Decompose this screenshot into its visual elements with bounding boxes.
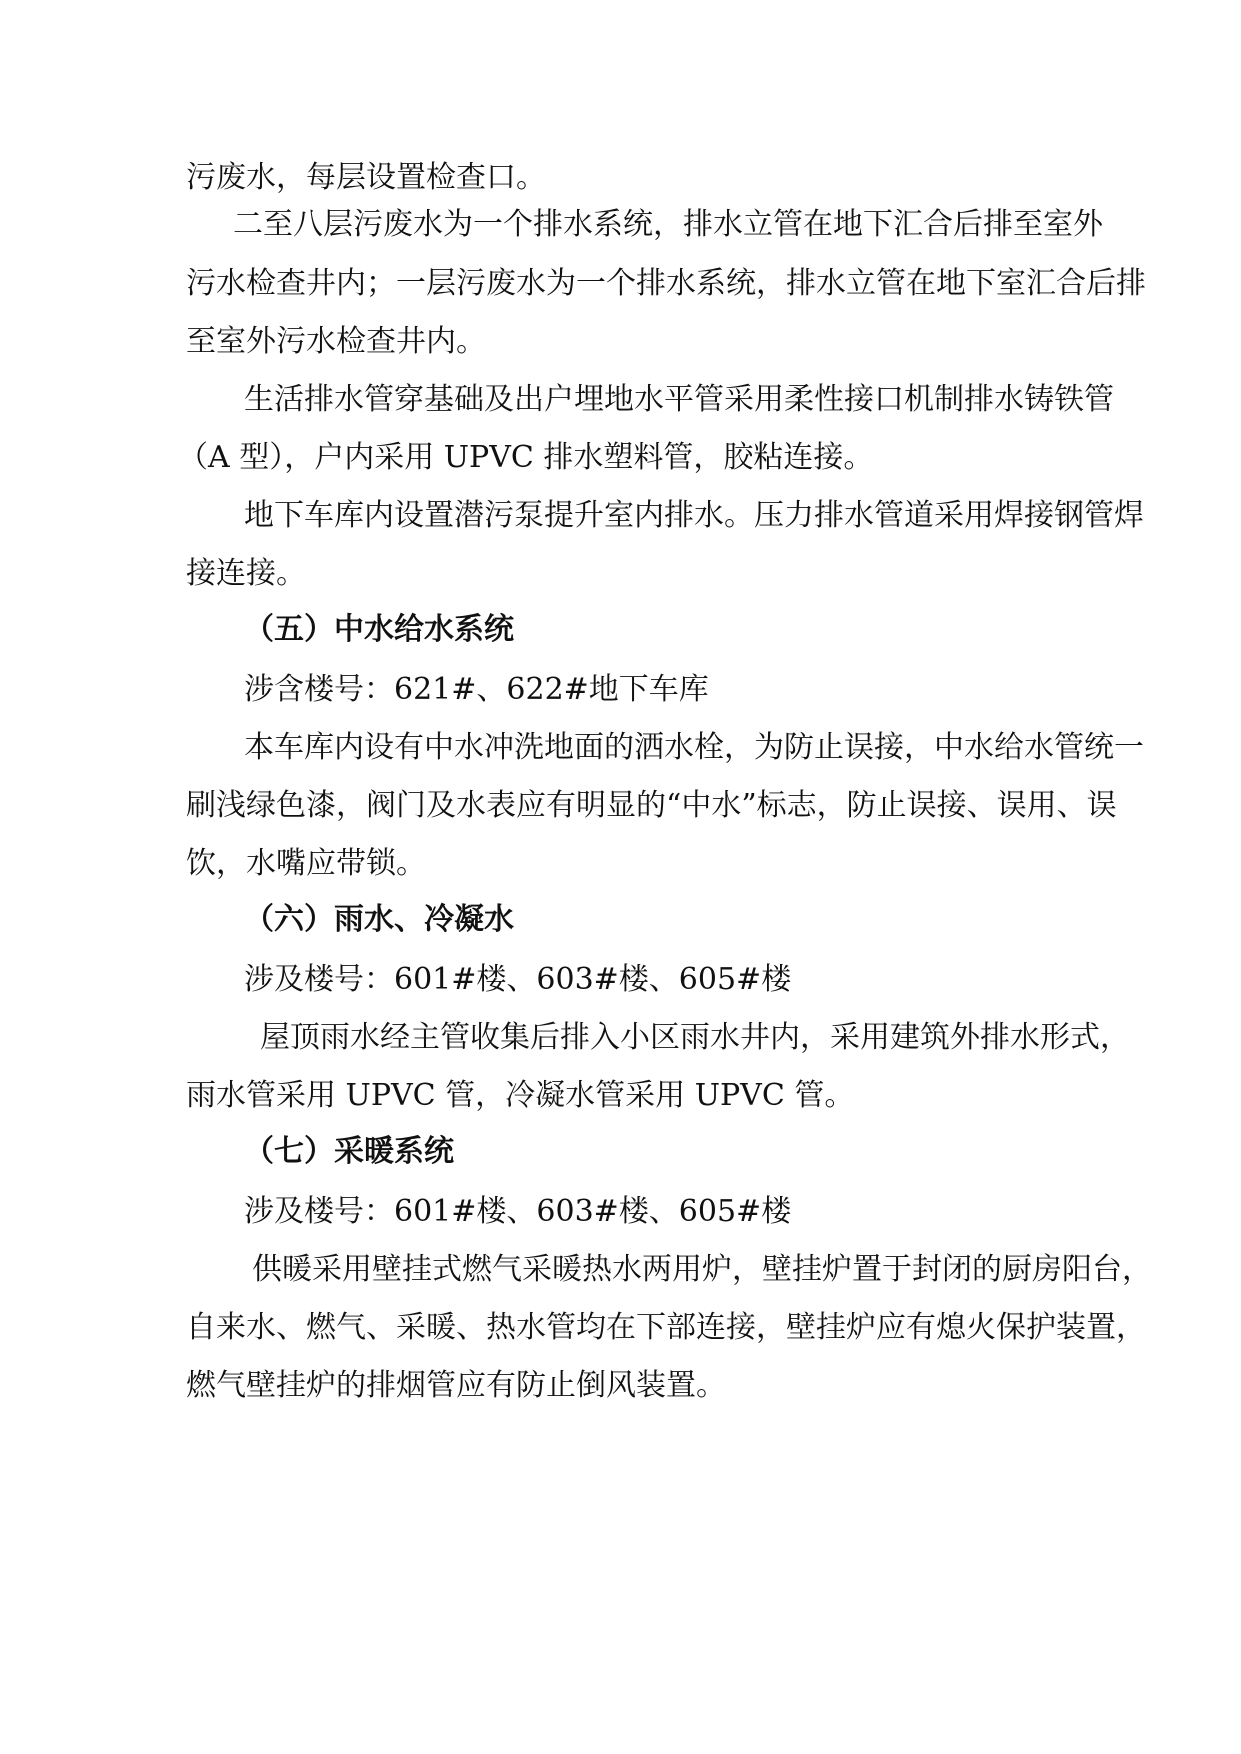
text-line: 生活排水管穿基础及出户埋地水平管采用柔性接口机制排水铸铁管: [244, 382, 1114, 417]
section-heading: （六）雨水、冷凝水: [244, 902, 514, 937]
text-line: 自来水、燃气、采暖、热水管均在下部连接，壁挂炉应有熄火保护装置，: [186, 1310, 1146, 1345]
text-line: 本车库内设有中水冲洗地面的洒水栓，为防止误接，中水给水管统一: [244, 730, 1144, 765]
text-line: 刷浅绿色漆，阀门及水表应有明显的“中水”标志，防止误接、误用、误: [186, 788, 1117, 823]
text-line: 接连接。: [186, 556, 306, 591]
section-heading: （五）中水给水系统: [244, 612, 514, 647]
text-line: 二至八层污废水为一个排水系统，排水立管在地下汇合后排至室外: [233, 207, 1103, 242]
text-line: 供暖采用壁挂式燃气采暖热水两用炉，壁挂炉置于封闭的厨房阳台，: [252, 1252, 1152, 1287]
text-line: （A 型），户内采用 UPVC 排水塑料管，胶粘连接。: [178, 440, 874, 475]
text-line: 污废水，每层设置检查口。: [186, 160, 546, 195]
text-line: 涉及楼号：601#楼、603#楼、605#楼: [244, 962, 792, 997]
text-line: 雨水管采用 UPVC 管，冷凝水管采用 UPVC 管。: [186, 1078, 855, 1113]
text-line: 涉及楼号：601#楼、603#楼、605#楼: [244, 1194, 792, 1229]
text-line: 污水检查井内；一层污废水为一个排水系统，排水立管在地下室汇合后排: [186, 266, 1146, 301]
text-line: 地下车库内设置潜污泵提升室内排水。压力排水管道采用焊接钢管焊: [244, 498, 1144, 533]
text-line: 饮，水嘴应带锁。: [186, 846, 426, 881]
section-heading: （七）采暖系统: [244, 1134, 454, 1169]
text-line: 涉含楼号：621#、622#地下车库: [244, 672, 709, 707]
text-line: 燃气壁挂炉的排烟管应有防止倒风装置。: [186, 1368, 726, 1403]
text-line: 屋顶雨水经主管收集后排入小区雨水井内，采用建筑外排水形式，: [260, 1020, 1130, 1055]
text-line: 至室外污水检查井内。: [186, 324, 486, 359]
